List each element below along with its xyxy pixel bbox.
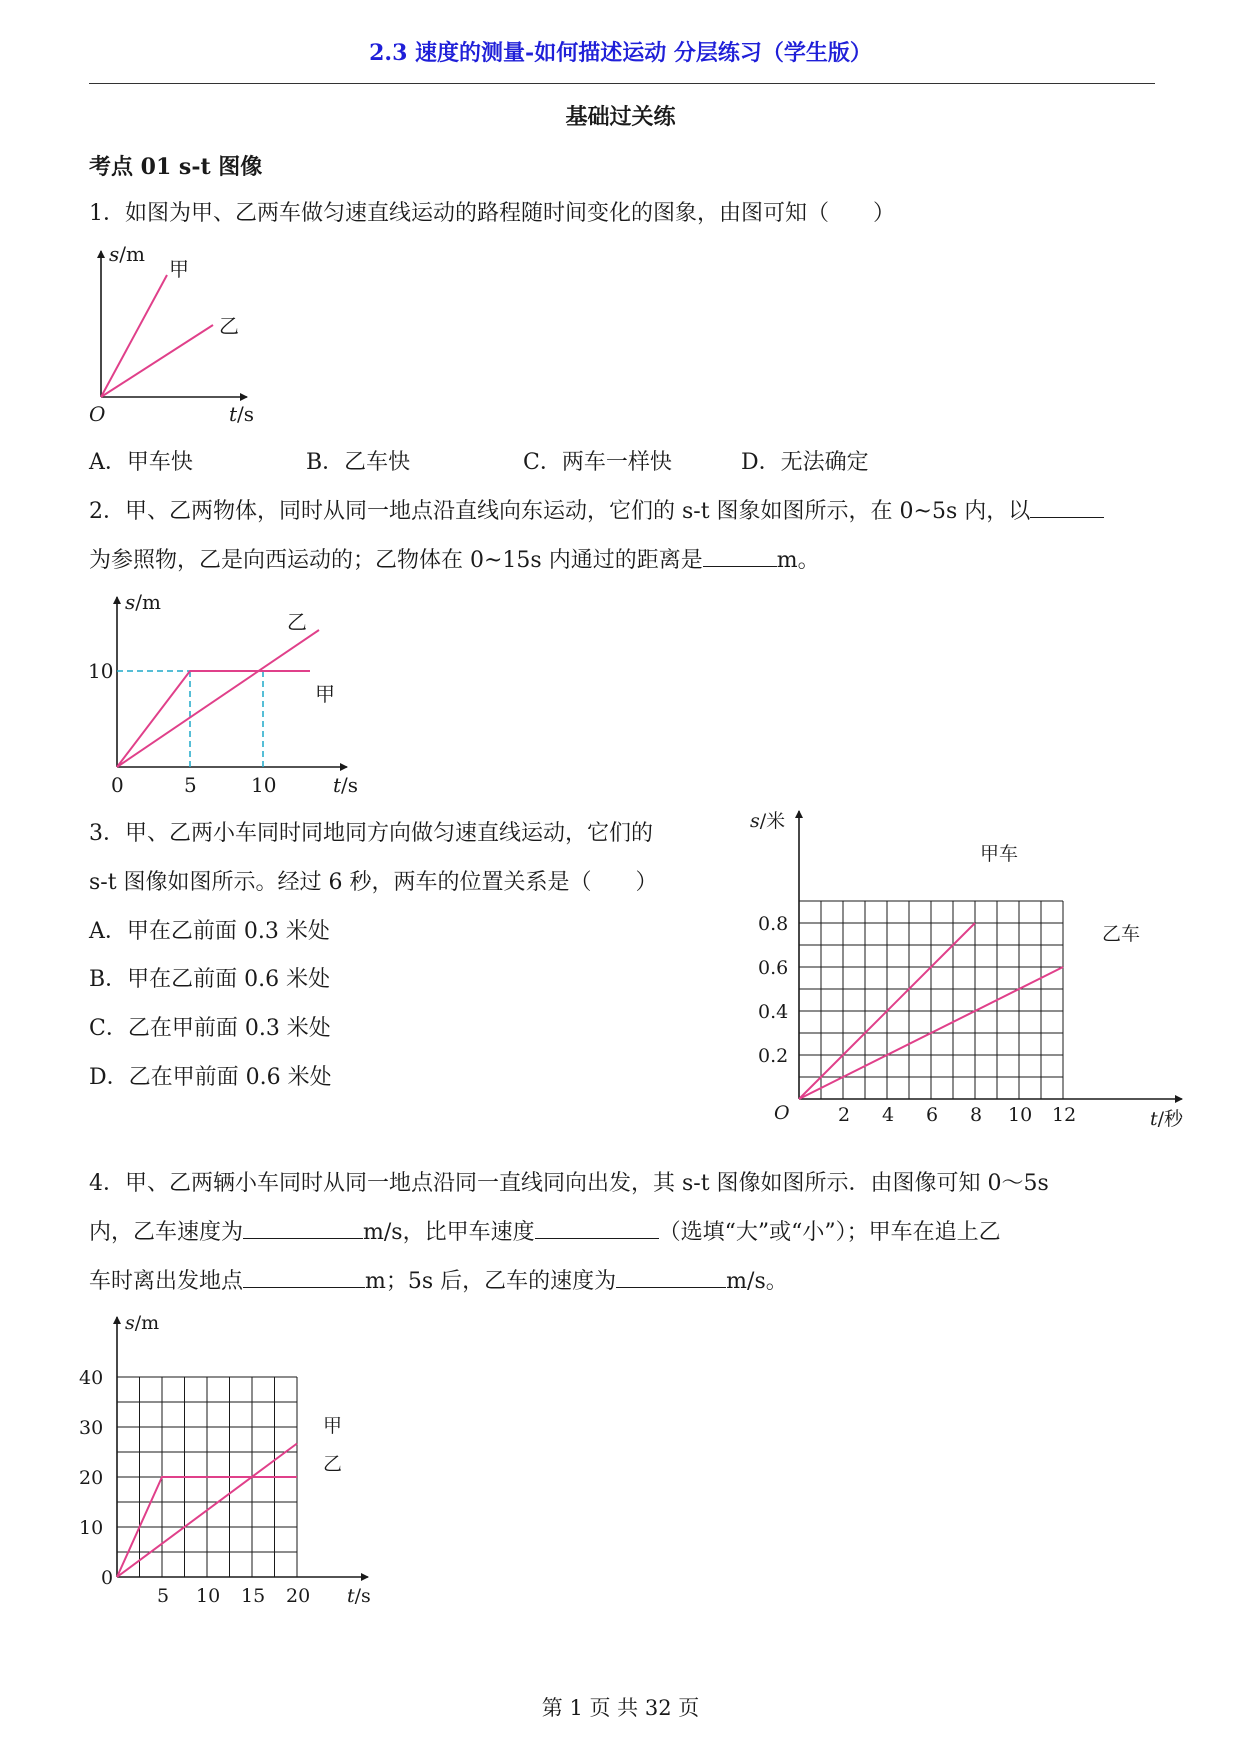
q3-option-a: A．甲在乙前面 0.3 米处	[89, 919, 330, 944]
q4-line2: 内，乙车速度为 m/s，比甲车速度 （选填“大”或“小”）；甲车在追上乙	[89, 1220, 1001, 1245]
q4-label-yi: 乙	[323, 1453, 343, 1475]
q3-label-jia: 甲车	[980, 843, 1019, 865]
q2-tick-y10: 10	[88, 659, 114, 683]
q3-y-label: s/米	[750, 810, 786, 832]
q3-tick-y: 0.8	[758, 913, 789, 935]
q2-x-label: t/s	[333, 773, 359, 797]
q3-tick-y: 0.6	[758, 957, 789, 979]
q2-graph	[85, 585, 365, 805]
q1-label-jia: 甲	[169, 257, 189, 281]
q2-stem-line1: 2．甲、乙两物体，同时从同一地点沿直线向东运动，它们的 s-t 图象如图所示，在 0~5s 内，以	[89, 494, 1104, 525]
kaodian-heading: 考点 01 s-t 图像	[89, 154, 263, 180]
q1-option-c: C．两车一样快	[523, 450, 672, 475]
q3-option-d: D．乙在甲前面 0.6 米处	[89, 1065, 332, 1090]
q4-tick-x: 20	[286, 1585, 311, 1607]
q4-tick-y: 10	[79, 1517, 104, 1539]
q3-tick-x: 2	[838, 1104, 851, 1126]
q3-x-label: t/秒	[1150, 1108, 1184, 1130]
q3-tick-x: 6	[926, 1104, 939, 1126]
q4-tick-x: 10	[196, 1585, 221, 1607]
q3-label-yi: 乙车	[1102, 923, 1141, 945]
q2-label-yi: 乙	[287, 610, 307, 634]
q4-origin: 0	[101, 1567, 114, 1589]
q4-line1: 4．甲、乙两辆小车同时从同一地点沿同一直线同向出发，其 s-t 图像如图所示．由图像可知 0～5s	[89, 1171, 1049, 1196]
q4-tick-y: 40	[79, 1367, 104, 1389]
q3-origin: O	[774, 1102, 790, 1124]
page-header-title: 2.3 速度的测量-如何描述运动 分层练习（学生版）	[369, 40, 872, 66]
q1-option-a: A．甲车快	[89, 450, 193, 475]
q3-tick-x: 10	[1008, 1104, 1033, 1126]
q3-tick-x: 4	[882, 1104, 895, 1126]
q1-origin: O	[89, 402, 106, 426]
q2-y-label: s/m	[125, 590, 161, 614]
q4-graph	[79, 1305, 385, 1607]
q4-tick-x: 5	[157, 1585, 170, 1607]
q1-option-d: D．无法确定	[741, 450, 869, 475]
q1-line-yi	[101, 325, 213, 397]
q2-line-yi	[117, 630, 319, 767]
q3-tick-x: 12	[1052, 1104, 1077, 1126]
q4-x-label: t/s	[347, 1585, 371, 1607]
header-rule	[89, 83, 1155, 84]
q4-y-label: s/m	[125, 1312, 160, 1334]
q3-tick-x: 8	[970, 1104, 983, 1126]
q3-tick-y: 0.2	[758, 1045, 789, 1067]
q1-y-label: s/m	[109, 242, 145, 266]
q3-stem-line2: s-t 图像如图所示。经过 6 秒，两车的位置关系是（ ）	[89, 870, 658, 895]
q1-line-jia	[101, 275, 167, 397]
q4-label-jia: 甲	[323, 1415, 343, 1437]
q3-option-b: B．甲在乙前面 0.6 米处	[89, 967, 331, 992]
q2-tick-x10: 10	[251, 773, 277, 797]
section-title: 基础过关练	[565, 104, 676, 130]
q2-origin: 0	[111, 773, 124, 797]
q2-line-jia	[117, 671, 310, 767]
page-footer: 第 1 页 共 32 页	[541, 1696, 700, 1720]
q3-grid	[799, 901, 1063, 1099]
q1-stem: 1．如图为甲、乙两车做匀速直线运动的路程随时间变化的图象，由图可知（ ）	[89, 201, 895, 226]
q2-label-jia: 甲	[315, 682, 335, 706]
q4-line3: 车时离出发地点 m；5s 后，乙车的速度为 m/s。	[89, 1269, 788, 1294]
q1-graph	[89, 242, 289, 426]
q3-option-c: C．乙在甲前面 0.3 米处	[89, 1016, 331, 1041]
q4-tick-x: 15	[241, 1585, 266, 1607]
q3-stem-line1: 3．甲、乙两小车同时同地同方向做匀速直线运动，它们的	[89, 821, 653, 846]
q3-graph	[750, 805, 1190, 1130]
q1-option-b: B．乙车快	[306, 450, 411, 475]
q4-tick-y: 30	[79, 1417, 104, 1439]
q1-x-label: t/s	[229, 402, 255, 426]
q3-tick-y: 0.4	[758, 1001, 789, 1023]
q1-label-yi: 乙	[219, 314, 239, 338]
q2-stem-line2: 为参照物，乙是向西运动的；乙物体在 0~15s 内通过的距离是 m。	[89, 548, 820, 573]
q2-tick-x5: 5	[184, 773, 197, 797]
q4-tick-y: 20	[79, 1467, 104, 1489]
